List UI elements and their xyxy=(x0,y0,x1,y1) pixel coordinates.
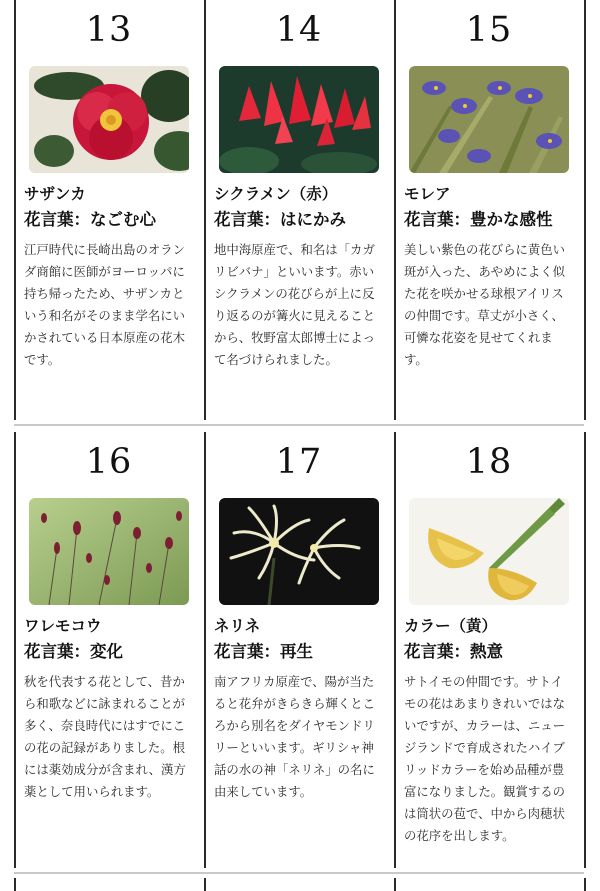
flower-description: 秋を代表する花として、昔から和歌などに詠まれることが多く、奈良時代にはすでにこの花の記録がありました。根には薬効成分が含まれ、漢方薬として用いられます。 xyxy=(24,674,186,799)
column-divider xyxy=(394,0,396,420)
column-divider xyxy=(394,432,396,868)
flower-meaning: 花言葉：豊かな感性 xyxy=(404,210,553,229)
day-number: 16 xyxy=(85,442,133,482)
flower-card xyxy=(210,10,388,371)
flower-card xyxy=(400,442,578,847)
column-divider xyxy=(14,432,16,868)
flower-description: サトイモの仲間です。サトイモの花はあまりきれいではないですが、カラーは、ニュージランドで育成されたハイブリッドカラーを始め品種が豊富になりました。観賞するのは筒状の苞で、中から肉穂状の花序を出します。 xyxy=(404,674,566,843)
camellia-photo xyxy=(29,66,189,173)
flower-card xyxy=(20,10,198,371)
flower-name: カラー（黄） xyxy=(404,617,498,635)
flower-description: 江戸時代に長崎出島のオランダ商館に医師がヨーロッパに持ち帰ったため、サザンカという和名がそのまま学名にいかされている日本原産の花木です。 xyxy=(24,242,186,367)
column-divider xyxy=(204,432,206,868)
cyclamen-photo xyxy=(219,66,379,173)
flower-description: 南アフリカ原産で、陽が当たると花弁がきらきら輝くところから別名をダイヤモンドリリーといいます。ギリシャ神話の水の神「ネリネ」の名に由来しています。 xyxy=(214,674,376,799)
flower-meaning: 花言葉：なごむ心 xyxy=(24,210,156,229)
flower-description: 美しい紫色の花びらに黄色い斑が入った、あやめによく似た花を咲かせる球根アイリスの仲間です。草丈が小さく、可憐な花姿を見せてくれます。 xyxy=(404,242,566,367)
flower-card xyxy=(20,442,198,803)
flower-meaning: 花言葉：変化 xyxy=(24,642,123,661)
flower-meaning: 花言葉：再生 xyxy=(214,642,313,661)
day-number: 14 xyxy=(275,10,323,50)
moraea-photo xyxy=(409,66,569,173)
column-divider xyxy=(204,878,206,891)
day-number: 15 xyxy=(465,10,513,50)
day-number: 13 xyxy=(85,10,133,50)
row-divider xyxy=(14,872,584,874)
calla-photo xyxy=(409,498,569,605)
flower-name: サザンカ xyxy=(24,185,86,203)
column-divider xyxy=(584,0,586,420)
column-divider xyxy=(204,0,206,420)
flower-name: シクラメン（赤） xyxy=(214,185,338,203)
flower-name: ネリネ xyxy=(214,617,261,635)
column-divider xyxy=(14,0,16,420)
flower-card xyxy=(400,10,578,371)
flower-meaning: 花言葉：はにかみ xyxy=(214,210,346,229)
column-divider xyxy=(14,878,16,891)
flower-name: ワレモコウ xyxy=(24,617,102,635)
flower-description: 地中海原産で、和名は「カガリビバナ」といいます。赤いシクラメンの花びらが上に反り返るのが篝火に見えることから、牧野富太郎博士によって名づけられました。 xyxy=(214,242,376,367)
column-divider xyxy=(584,878,586,891)
column-divider xyxy=(394,878,396,891)
burnet-photo xyxy=(29,498,189,605)
day-number: 18 xyxy=(465,442,513,482)
flower-card xyxy=(210,442,388,803)
day-number: 17 xyxy=(275,442,323,482)
column-divider xyxy=(584,432,586,868)
flower-meaning: 花言葉：熱意 xyxy=(404,642,503,661)
nerine-photo xyxy=(219,498,379,605)
flower-name: モレア xyxy=(404,185,451,203)
row-divider xyxy=(14,424,584,426)
